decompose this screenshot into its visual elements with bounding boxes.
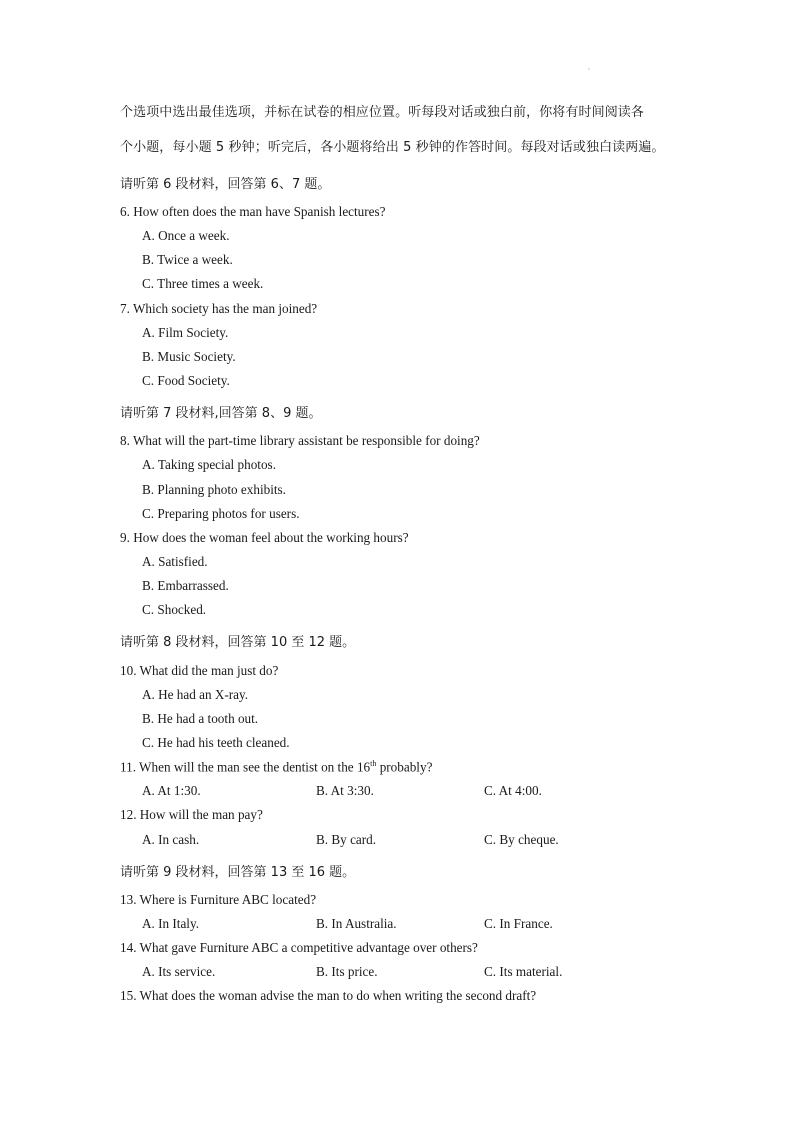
question-11-option-b: B. At 3:30. [316,783,374,798]
question-6-option-b: B. Twice a week. [142,252,233,267]
question-9: 9. How does the woman feel about the working hours? [120,530,409,545]
question-13-option-a: A. In Italy. [142,916,200,931]
question-10-option-a: A. He had an X-ray. [142,687,249,702]
question-12-option-c: C. By cheque. [484,832,559,847]
question-14: 14. What gave Furniture ABC a competitive advantage over others? [120,940,478,955]
question-8: 8. What will the part-time library assistant be responsible for doing? [120,433,480,448]
question-7-option-a: A. Film Society. [142,325,229,340]
question-7-option-c: C. Food Society. [142,373,230,388]
question-8-option-a: A. Taking special photos. [142,457,276,472]
question-12-option-a: A. In cash. [142,832,200,847]
section-heading-9: 请听第 9 段材料，回答第 13 至 16 题。 [120,865,356,880]
question-15: 15. What does the woman advise the man to do when writing the second draft? [120,988,537,1003]
question-6-option-c: C. Three times a week. [142,276,264,291]
question-7: 7. Which society has the man joined? [120,301,318,316]
question-10: 10. What did the man just do? [120,663,279,678]
question-13-options [142,916,702,934]
question-14-options [142,964,702,982]
question-10-option-b: B. He had a tooth out. [142,711,259,726]
question-11-option-c: C. At 4:00. [484,783,542,798]
question-12: 12. How will the man pay? [120,807,263,822]
question-8-option-c: C. Preparing photos for users. [142,506,300,521]
question-9-option-c: C. Shocked. [142,602,207,617]
question-13: 13. Where is Furniture ABC located? [120,892,317,907]
question-9-option-b: B. Embarrassed. [142,578,229,593]
question-11 [120,759,432,775]
question-12-option-b: B. By card. [316,832,377,847]
corner-mark: , [588,62,590,71]
question-11-option-a: A. At 1:30. [142,783,201,798]
question-8-option-b: B. Planning photo exhibits. [142,482,286,497]
question-13-option-b: B. In Australia. [316,916,397,931]
instructions-line-1: 个选项中选出最佳选项，并标在试卷的相应位置。听每段对话或独白前，你将有时间阅读各 [120,105,645,120]
question-14-option-c: C. Its material. [484,964,563,979]
question-11-text: 11. When will the man see the dentist on the 16 [120,759,371,775]
question-6-option-a: A. Once a week. [142,228,230,243]
section-heading-6: 请听第 6 段材料，回答第 6、7 题。 [120,177,331,192]
question-13-option-c: C. In France. [484,916,553,931]
section-heading-8: 请听第 8 段材料，回答第 10 至 12 题。 [120,635,356,650]
instructions-line-2: 个小题，每小题 5 秒钟；听完后，各小题将给出 5 秒钟的作答时间。每段对话或独白读两遍。 [120,140,665,155]
question-14-option-a: A. Its service. [142,964,216,979]
question-14-option-b: B. Its price. [316,964,378,979]
question-11-text-end: probably? [376,759,433,775]
section-heading-7: 请听第 7 段材料,回答第 8、9 题。 [120,406,322,421]
question-11-options [142,783,702,801]
question-12-options [142,832,702,850]
question-9-option-a: A. Satisfied. [142,554,208,569]
question-7-option-b: B. Music Society. [142,349,236,364]
question-10-option-c: C. He had his teeth cleaned. [142,735,290,750]
question-6: 6. How often does the man have Spanish lectures? [120,204,386,219]
question-11-ordinal: th [370,759,377,768]
